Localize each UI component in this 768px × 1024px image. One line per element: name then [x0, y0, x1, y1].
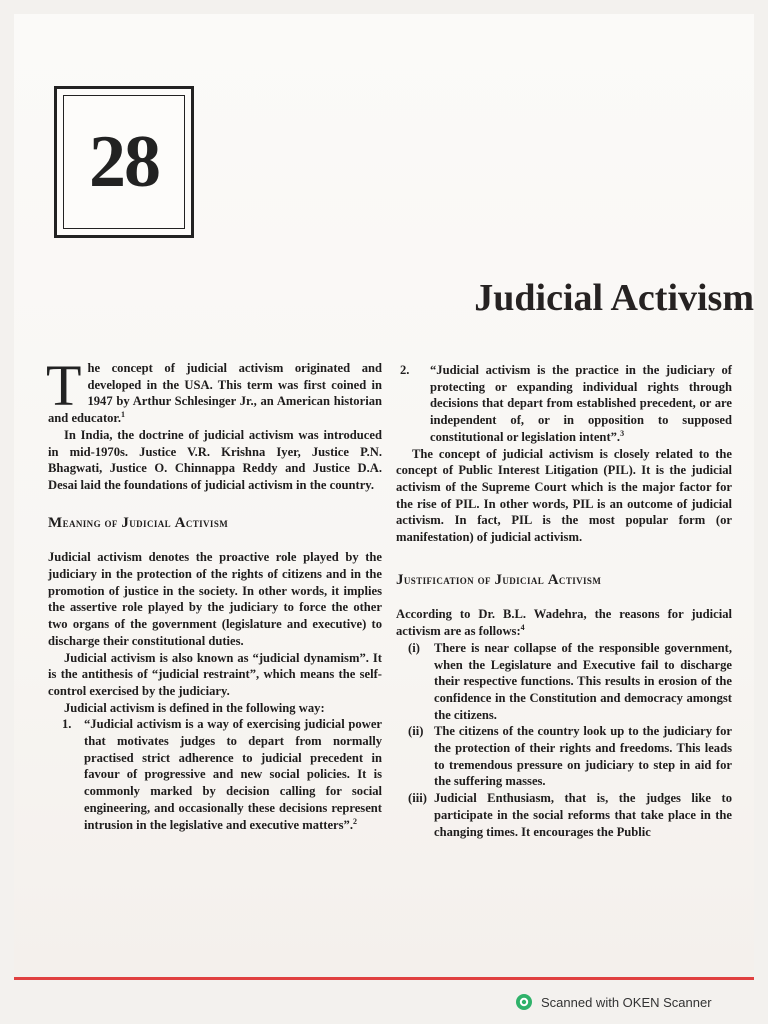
meaning-paragraph-1: Judicial activism denotes the proactive role played by the judiciary in the protection of the rights of citizens and in the promotion of justice in the society. In other words, it implies the assertive role played by the judiciary to force the other two organs of the government (legislature and executive) to discharge their constitutional duties. — [48, 550, 382, 648]
reason-label: (i) — [408, 640, 420, 655]
definition-text: “Judicial activism is the practice in the judiciary of protecting or expanding individual rights through decisions that depart from established precedent, or are independent of, or in opposition to supposed constitutional or legislation intent”.$^3$ — [430, 363, 732, 444]
chapter-number-box-inner — [63, 95, 185, 229]
oken-logo-icon — [515, 993, 533, 1011]
definition-item-1 — [48, 716, 382, 833]
left-column — [46, 353, 382, 833]
definition-item-2 — [396, 362, 732, 446]
definition-label: 1. — [62, 717, 72, 732]
definition-label: 2. — [400, 363, 410, 377]
footnote-ref-1: 1 — [121, 409, 126, 419]
reason-label: (iii) — [408, 791, 427, 806]
page-bottom-rule — [14, 977, 754, 980]
section-heading-justification: Justification of Judicial Activism — [396, 571, 602, 588]
footnote-ref-4: 4 — [520, 622, 525, 632]
chapter-title: Judicial Activism — [474, 277, 754, 319]
meaning-paragraph-3: Judicial activism is defined in the following way: — [64, 700, 325, 715]
scanner-watermark-text: Scanned with OKEN Scanner — [541, 994, 712, 1010]
reason-text: The citizens of the country look up to the judiciary for the protection of their rights and freedoms. This leads to tremendous pressure on judiciary to step in aid for the suffering masses. — [434, 724, 732, 789]
drop-cap: T — [46, 353, 82, 418]
pil-paragraph: The concept of judicial activism is closely related to the concept of Public Interest Litigation (PIL). It is the judicial activism of the Supreme Court which is the major factor for the rise of PIL. In other words, PIL is an outcome of judicial activism. In fact, PIL is the most popular form (or manifestation) of judicial activism. — [396, 446, 732, 545]
section-heading-meaning: Meaning of Judicial Activism — [48, 514, 229, 531]
meaning-paragraph-2: Judicial activism is also known as “judicial dynamism”. It is the antithesis of “judicial restraint”, which means the self-control exercised by the judiciary. — [48, 650, 382, 698]
footnote-ref-3: 3 — [620, 428, 625, 438]
chapter-number: 28 — [89, 120, 159, 203]
intro-paragraph-1-text: he concept of judicial activism originated and developed in the USA. This term was first coined in 1947 by Arthur Schlesinger Jr., an American historian and educator. — [48, 361, 382, 426]
reason-text: Judicial Enthusiasm, that is, the judges like to participate in the social reforms that take place in the changing times. It encourages the Public — [434, 791, 732, 839]
definition-text: “Judicial activism is a way of exercising judicial power that motivates judges to depart from normally practised strict adherence to judicial precedent in favour of progressive and new social policies. It is commonly marked by decision calling for social engineering, and occasionally these decisions represent intrusion in the legislative and executive matters”.$^2$ — [84, 717, 382, 832]
intro-paragraph-1 — [46, 353, 382, 427]
justification-intro: According to Dr. B.L. Wadehra, the reasons for judicial activism are as follows:$^4$ — [396, 607, 732, 639]
chapter-number-box — [54, 86, 194, 238]
right-column — [396, 362, 732, 840]
footnote-ref-2: 2 — [353, 816, 357, 826]
reason-label: (ii) — [408, 724, 424, 739]
reason-item-3 — [396, 790, 732, 840]
document-page — [14, 14, 754, 980]
intro-paragraph-2: In India, the doctrine of judicial activism was introduced in mid-1970s. Justice V.R. Krishna Iyer, Justice P.N. Bhagwati, Justice O. Chinnappa Reddy and Justice D.A. Desai laid the foundations of judicial activism in the country. — [48, 427, 382, 492]
reason-item-2 — [396, 723, 732, 790]
reason-item-1 — [396, 640, 732, 724]
reason-text: There is near collapse of the responsible government, when the Legislature and Executive fail to discharge their respective functions. This results in erosion of the confidence in the Constitution and democracy amongst the citizens. — [434, 640, 732, 722]
scanner-watermark — [515, 992, 712, 1012]
